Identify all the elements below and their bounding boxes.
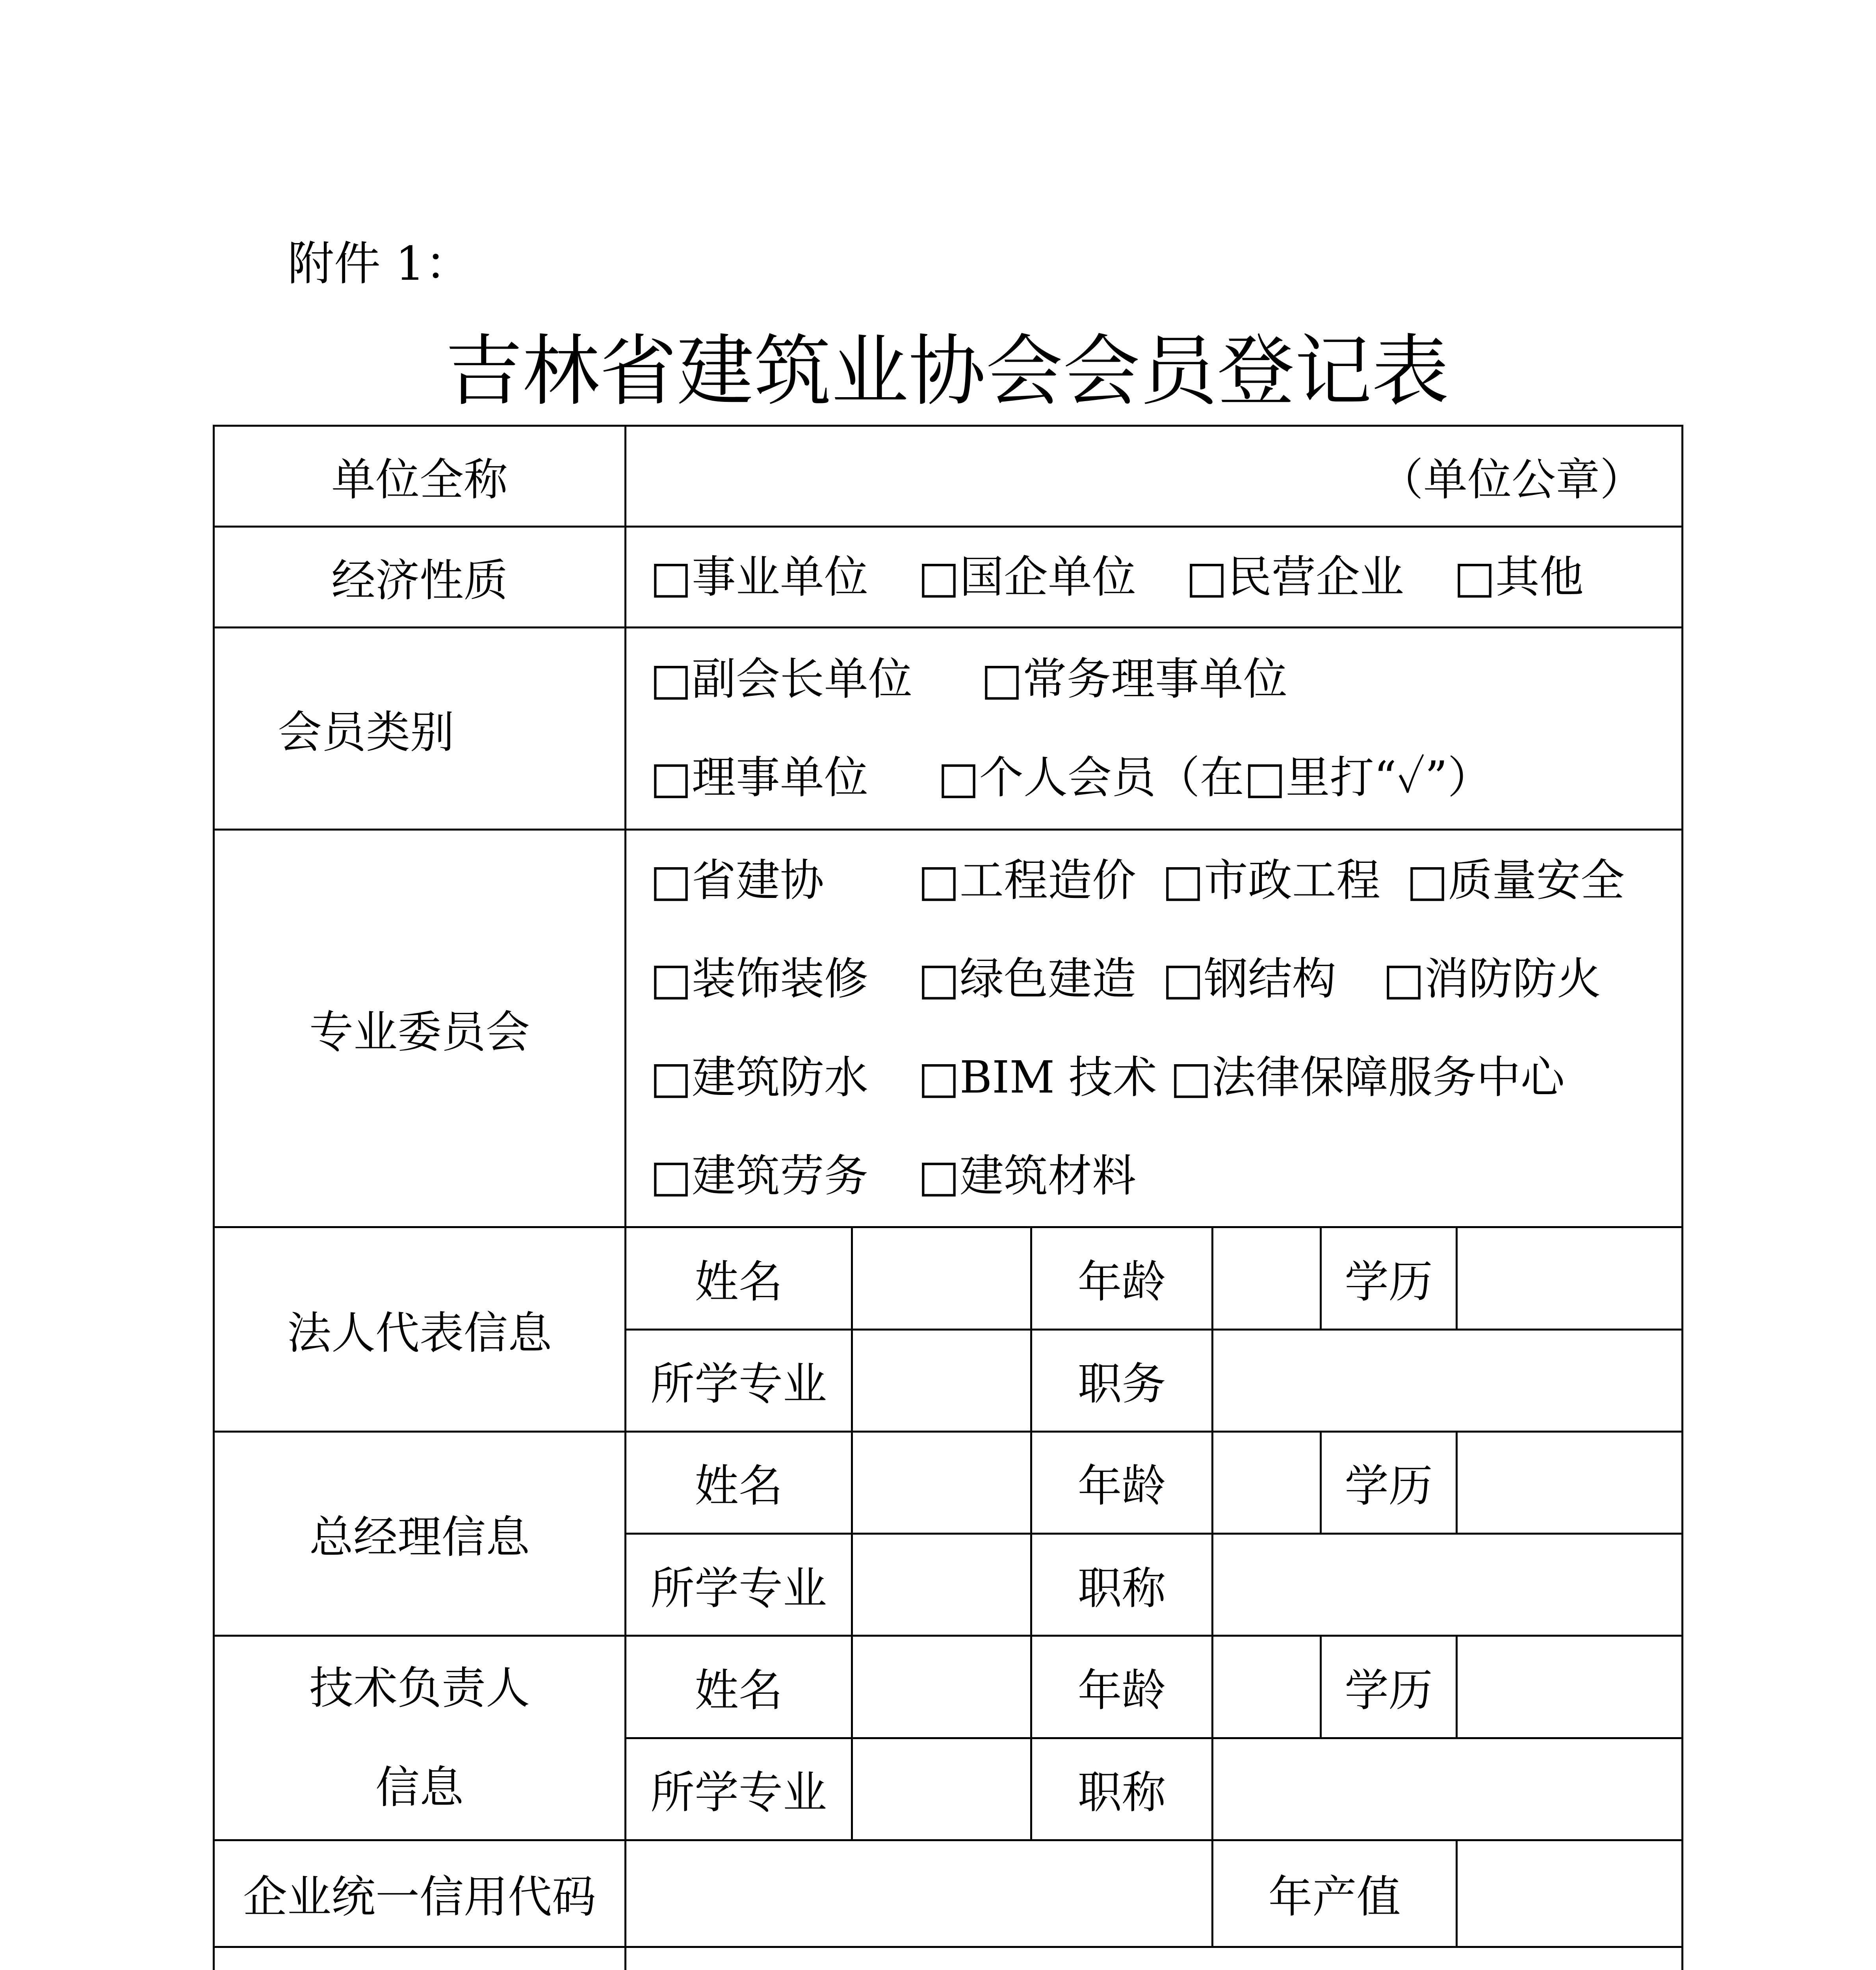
- row-company-intro: [214, 1947, 1683, 1970]
- tech-lead-education-field[interactable]: [1457, 1636, 1683, 1738]
- legal-rep-education-field[interactable]: [1457, 1227, 1683, 1329]
- checkbox-director-unit[interactable]: □理事单位: [650, 752, 868, 804]
- committees-options: [626, 829, 1683, 1227]
- gm-education-field[interactable]: [1457, 1431, 1683, 1533]
- row-unit-name: [214, 426, 1683, 527]
- legal-rep-name-label: 姓名: [626, 1227, 852, 1329]
- tech-lead-name-field[interactable]: [852, 1636, 1031, 1738]
- gm-major-label: 所学专业: [626, 1534, 852, 1636]
- company-intro-line: [215, 1949, 624, 1970]
- legal-rep-position-field[interactable]: [1213, 1329, 1683, 1431]
- unit-name-label: 单位全称: [214, 426, 626, 527]
- form-title: 吉林省建筑业协会会员登记表: [445, 327, 1449, 416]
- company-intro-field[interactable]: [626, 1947, 1683, 1970]
- credit-code-field[interactable]: [626, 1840, 1213, 1947]
- checkbox-cost-engineering[interactable]: □工程造价: [918, 855, 1136, 907]
- attachment-label: 附件 1：: [288, 236, 472, 291]
- member-category-options: [626, 628, 1683, 829]
- checkbox-private-enterprise[interactable]: □民营企业: [1186, 551, 1404, 603]
- checkbox-municipal-engineering[interactable]: □市政工程: [1162, 855, 1380, 907]
- checkbox-provincial-association[interactable]: □省建协: [650, 855, 824, 907]
- checkbox-executive-director-unit[interactable]: □常务理事单位: [981, 654, 1287, 705]
- tech-lead-label-line2: 信息: [375, 1762, 464, 1813]
- checkbox-state-owned[interactable]: □国企单位: [918, 551, 1136, 603]
- gm-title-label: 职称: [1031, 1534, 1213, 1636]
- company-intro-label: [214, 1947, 626, 1970]
- legal-rep-label: 法人代表信息: [214, 1227, 626, 1431]
- checkbox-quality-safety[interactable]: □质量安全: [1406, 855, 1625, 907]
- tech-lead-age-field[interactable]: [1213, 1636, 1321, 1738]
- gm-major-field[interactable]: [852, 1534, 1031, 1636]
- annual-output-field[interactable]: [1457, 1840, 1683, 1947]
- checkbox-fire-protection[interactable]: □消防防火: [1383, 953, 1601, 1005]
- committees-label: 专业委员会: [214, 829, 626, 1227]
- legal-rep-name-field[interactable]: [852, 1227, 1031, 1329]
- legal-rep-education-label: 学历: [1321, 1227, 1457, 1329]
- gm-title-field[interactable]: [1213, 1534, 1683, 1636]
- row-committees: [214, 829, 1683, 1227]
- gm-name-field[interactable]: [852, 1431, 1031, 1533]
- legal-rep-age-label: 年龄: [1031, 1227, 1213, 1329]
- unit-name-field[interactable]: [626, 426, 1683, 527]
- row-economic-nature: [214, 527, 1683, 628]
- checkbox-legal-service[interactable]: □法律保障服务中心: [1170, 1052, 1565, 1104]
- legal-rep-major-field[interactable]: [852, 1329, 1031, 1431]
- checkbox-bim[interactable]: □BIM 技术: [918, 1052, 1157, 1104]
- legal-rep-age-field[interactable]: [1213, 1227, 1321, 1329]
- checkbox-other[interactable]: □其他: [1454, 551, 1584, 603]
- row-gm-1: [214, 1431, 1683, 1533]
- gm-age-label: 年龄: [1031, 1431, 1213, 1533]
- row-legal-rep-1: [214, 1227, 1683, 1329]
- economic-nature-options: [626, 527, 1683, 628]
- gm-label: 总经理信息: [214, 1431, 626, 1635]
- tech-lead-education-label: 学历: [1321, 1636, 1457, 1738]
- annual-output-label: 年产值: [1213, 1840, 1457, 1947]
- row-credit-code: [214, 1840, 1683, 1947]
- credit-code-label: 企业统一信用代码: [214, 1840, 626, 1947]
- tech-lead-label: [214, 1636, 626, 1840]
- tech-lead-title-label: 职称: [1031, 1738, 1213, 1840]
- economic-nature-label: 经济性质: [214, 527, 626, 628]
- tech-lead-title-field[interactable]: [1213, 1738, 1683, 1840]
- checkbox-individual-member[interactable]: □个人会员（在□里打“✓”）: [938, 752, 1492, 804]
- gm-education-label: 学历: [1321, 1431, 1457, 1533]
- checkbox-green-construction[interactable]: □绿色建造: [918, 953, 1136, 1005]
- tech-lead-age-label: 年龄: [1031, 1636, 1213, 1738]
- checkbox-public-institution[interactable]: □事业单位: [650, 551, 868, 603]
- checkbox-construction-labor[interactable]: □建筑劳务: [650, 1150, 868, 1202]
- legal-rep-major-label: 所学专业: [626, 1329, 852, 1431]
- legal-rep-position-label: 职务: [1031, 1329, 1213, 1431]
- tech-lead-major-field[interactable]: [852, 1738, 1031, 1840]
- registration-form: [213, 425, 1683, 1970]
- gm-age-field[interactable]: [1213, 1431, 1321, 1533]
- tech-lead-name-label: 姓名: [626, 1636, 852, 1738]
- checkbox-decoration[interactable]: □装饰装修: [650, 953, 868, 1005]
- tech-lead-label-line1: 技术负责人: [309, 1663, 530, 1714]
- checkbox-construction-materials[interactable]: □建筑材料: [918, 1150, 1136, 1202]
- row-member-category: [214, 628, 1683, 829]
- gm-name-label: 姓名: [626, 1431, 852, 1533]
- member-category-label: 会员类别: [214, 628, 626, 829]
- checkbox-vice-president-unit[interactable]: □副会长单位: [650, 654, 912, 705]
- unit-seal-note: （单位公章）: [1379, 454, 1644, 506]
- row-tech-lead-1: [214, 1636, 1683, 1738]
- checkbox-steel-structure[interactable]: □钢结构: [1162, 953, 1336, 1005]
- checkbox-waterproofing[interactable]: □建筑防水: [650, 1052, 868, 1104]
- tech-lead-major-label: 所学专业: [626, 1738, 852, 1840]
